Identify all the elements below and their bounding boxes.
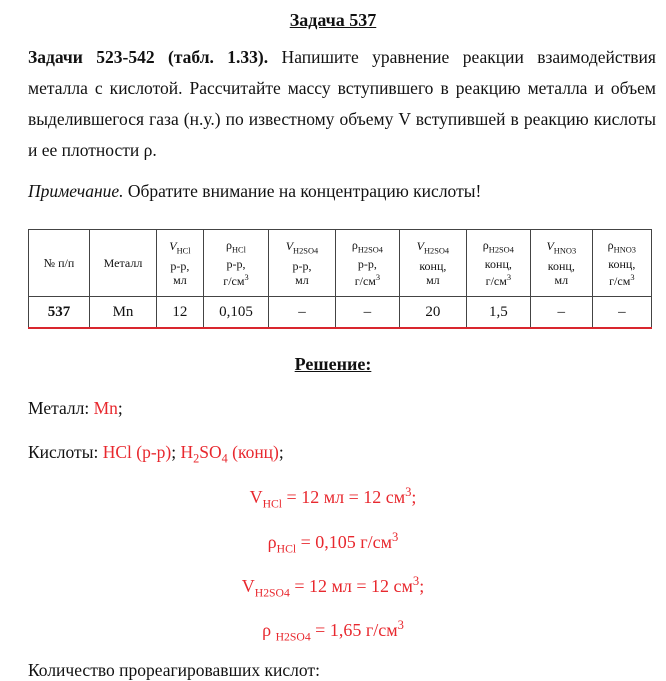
cell-v-h2so4-solution: –	[269, 297, 336, 329]
header-num: № п/п	[29, 230, 90, 297]
cell-v-hcl: 12	[157, 297, 204, 329]
header-rho-hno3: $\rho_{HNO3}$ конц, $г/см^3$	[592, 230, 651, 297]
header-v-h2so4-conc: $V_{H2SO4}$ конц, мл	[400, 230, 467, 297]
header-v-hno3: $V_{HNO3}$ конц, мл	[530, 230, 592, 297]
page-title: Задача 537	[289, 10, 377, 30]
cell-rho-h2so4-solution: –	[335, 297, 399, 329]
cell-v-h2so4-conc: 20	[400, 297, 467, 329]
table-row	[29, 297, 652, 329]
table-header-row	[29, 230, 652, 297]
cell-v-hno3: –	[530, 297, 592, 329]
cell-rho-hcl: 0,105	[203, 297, 268, 329]
note-text: Обратите внимание на концентрацию кислоты!	[123, 181, 482, 201]
metal-value: Mn	[93, 398, 118, 418]
header-v-h2so4-solution: $V_{H2SO4}$ р-р, мл	[269, 230, 336, 297]
bottom-text: Количество прореагировавших кислот:	[28, 660, 320, 680]
header-rho-h2so4-solution: $\rho_{H2SO4}$ р-р, $г/см^3$	[335, 230, 399, 297]
equation-v-h2so4: $V_{H2SO4} = 12$ мл = 12 $см^3$;	[241, 574, 425, 600]
task-bold-prefix: Задачи 523-542 (табл. 1.33).	[28, 47, 269, 67]
header-rho-hcl: $\rho_{HCl}$ р-р, $г/см^3$	[203, 230, 268, 297]
header-metal: Металл	[90, 230, 157, 297]
cell-rho-h2so4-conc: 1,5	[466, 297, 530, 329]
header-v-hcl: $V_{HCl}$ р-р, мл	[157, 230, 204, 297]
task-statement	[28, 42, 656, 166]
acid-hcl: HCl (р-р)	[102, 442, 172, 462]
cell-num: 537	[29, 297, 90, 329]
metal-line: Металл: Mn;	[28, 398, 123, 418]
cell-metal: Mn	[90, 297, 157, 329]
solution-title: Решение:	[294, 354, 372, 374]
equation-rho-h2so4: ρ $_{H2SO4}$ = 1,65 $г/см^3$	[262, 618, 404, 644]
header-rho-h2so4-conc: $\rho_{H2SO4}$ конц, $г/см^3$	[466, 230, 530, 297]
data-table	[28, 229, 652, 329]
cell-rho-hno3: –	[592, 297, 651, 329]
acids-line: Кислоты: HCl (р-р); $H_2SO_4$ (конц);	[28, 442, 284, 466]
acid-h2so4: $H_2SO_4$ (конц)	[180, 442, 279, 466]
equation-v-hcl: $V_{HCl} = 12$ мл = 12 $см^3$;	[249, 485, 417, 511]
equation-rho-hcl: $\rho_{HCl} = 0,105$ $г/см^3$	[267, 530, 399, 556]
task-text: Напишите уравнение реакции взаимодействия металла с кислотой. Рассчитайте массу вступившего в реакцию металла и объем выделившегося газа (н.у.) по известному объему V вступившей в реакцию кислоты и ее плотности ρ.	[28, 47, 656, 160]
task-note	[28, 181, 656, 202]
note-label: Примечание.	[28, 181, 124, 201]
